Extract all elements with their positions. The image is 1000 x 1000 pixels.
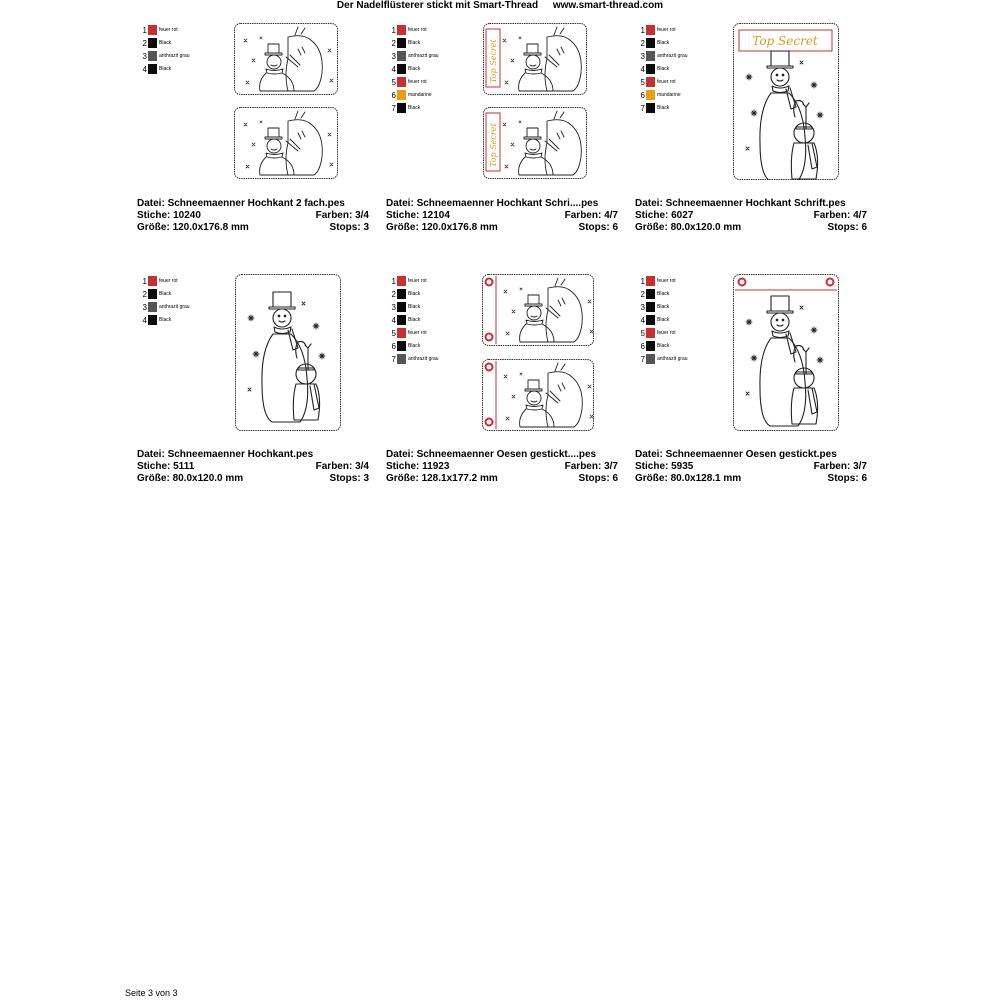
info-right [316,461,369,473]
thread-color-name: Black [159,317,172,323]
info-row [635,210,867,222]
color-swatch [397,315,406,325]
legend-row [640,51,720,64]
design-info [635,449,867,485]
thread-color-name: Black [657,105,670,111]
info-row [137,449,369,461]
thread-number: 1 [142,277,147,286]
legend-row [391,302,471,315]
info-row [635,461,867,473]
stops-label: Stops: [329,473,361,484]
info-row [386,449,618,461]
color-swatch [646,276,655,286]
thread-number: 5 [391,78,396,87]
thread-color-name: anthrazit grau [159,304,190,310]
stops-label: Stops: [329,222,361,233]
color-swatch [148,51,157,61]
thread-number: 4 [640,316,645,325]
legend-row [640,103,720,116]
info-left [137,461,194,472]
thread-color-name: Black [657,40,670,46]
size-label: Größe: [137,222,170,233]
info-left [635,198,846,209]
info-left [386,222,498,233]
thread-color-name: feuer rot [408,27,427,33]
stop-count: 6 [612,222,618,233]
color-swatch [397,276,406,286]
thread-color-name: anthrazit grau [657,356,688,362]
thread-number: 3 [640,52,645,61]
info-row [137,210,369,222]
color-swatch [397,38,406,48]
thread-color-name: Black [408,304,421,310]
color-swatch [646,354,655,364]
thread-color-name: Black [408,291,421,297]
color-count: 3/4 [355,210,369,221]
file-label: Datei: [635,449,663,460]
thread-number: 2 [391,290,396,299]
info-left [386,210,450,221]
thread-number: 3 [391,303,396,312]
thread-color-name: feuer rot [657,330,676,336]
file-label: Datei: [635,198,663,209]
colors-label: Farben: [315,461,353,472]
thread-color-name: Black [159,66,172,72]
thread-number: 6 [640,91,645,100]
design-card [137,10,369,232]
thread-color-name: feuer rot [408,330,427,336]
info-right [814,210,867,222]
thread-color-name: feuer rot [408,278,427,284]
color-swatch [646,315,655,325]
file-label: Datei: [137,449,165,460]
color-swatch [646,38,655,48]
stops-label: Stops: [827,473,859,484]
design-size: 120.0x176.8 mm [172,222,249,233]
thread-color-name: mandarine [408,92,432,98]
design-card [386,261,618,483]
info-left [137,210,201,221]
thread-color-name: Black [408,343,421,349]
thread-number: 1 [142,26,147,35]
color-swatch [397,25,406,35]
thread-number: 5 [640,329,645,338]
header-title: Der Nadelflüsterer stickt mit Smart-Thread [336,0,539,11]
legend-row [640,77,720,90]
info-row [635,198,867,210]
color-swatch [646,341,655,351]
file-name: Schneemaenner Oesen gestickt.pes [665,449,837,460]
stops-label: Stops: [827,222,859,233]
info-right [814,461,867,473]
stitch-count: 5935 [671,461,694,472]
file-name: Schneemaenner Hochkant Schri....pes [416,198,599,209]
info-row [635,222,867,234]
legend-row [142,51,222,64]
thread-number: 2 [640,39,645,48]
legend-row [640,38,720,51]
design-preview[interactable] [482,274,594,431]
thread-color-name: Black [408,40,421,46]
thread-number: 7 [391,104,396,113]
thread-legend [142,25,222,77]
legend-row [142,289,222,302]
info-left [635,473,741,484]
info-row [386,198,618,210]
thread-number: 4 [391,316,396,325]
color-count: 4/7 [853,210,867,221]
design-info [635,198,867,234]
color-swatch [646,51,655,61]
colors-label: Farben: [813,461,851,472]
stitch-count: 12104 [422,210,450,221]
legend-row [391,77,471,90]
stops-label: Stops: [578,222,610,233]
thread-number: 7 [640,355,645,364]
colors-label: Farben: [813,210,851,221]
file-name: Schneemaenner Oesen gestickt....pes [416,449,597,460]
legend-row [640,289,720,302]
stop-count: 6 [612,473,618,484]
legend-row [391,38,471,51]
color-swatch [397,328,406,338]
info-left [635,461,693,472]
stitches-label: Stiche: [386,210,420,221]
thread-number: 1 [391,26,396,35]
colors-label: Farben: [564,210,602,221]
color-swatch [148,302,157,312]
color-count: 3/7 [604,461,618,472]
thread-number: 2 [142,39,147,48]
stitches-label: Stiche: [137,461,171,472]
legend-row [640,328,720,341]
thread-number: 4 [640,65,645,74]
info-right [579,222,618,234]
page-number: Seite 3 von 3 [125,988,178,998]
color-swatch [148,315,157,325]
thread-color-name: Black [657,66,670,72]
thread-color-name: Black [657,343,670,349]
color-swatch [148,289,157,299]
info-left [386,449,596,460]
design-card [137,261,369,483]
design-preview[interactable] [733,274,839,431]
size-label: Größe: [635,222,668,233]
stitches-label: Stiche: [137,210,171,221]
legend-row [142,25,222,38]
info-row [386,210,618,222]
thread-color-name: Black [657,291,670,297]
info-row [386,461,618,473]
size-label: Größe: [635,473,668,484]
size-label: Größe: [386,473,419,484]
legend-row [391,25,471,38]
design-preview[interactable] [235,274,341,431]
thread-number: 6 [640,342,645,351]
info-row [635,449,867,461]
info-left [137,222,249,233]
colors-label: Farben: [315,210,353,221]
legend-row [640,64,720,77]
color-count: 3/4 [355,461,369,472]
file-name: Schneemaenner Hochkant Schrift.pes [665,198,846,209]
design-info [386,449,618,485]
legend-row [391,354,471,367]
stitches-label: Stiche: [635,210,669,221]
thread-color-name: Black [657,304,670,310]
design-preview[interactable] [234,23,338,179]
stop-count: 6 [861,222,867,233]
info-right [565,461,618,473]
thread-number: 4 [142,65,147,74]
thread-number: 2 [391,39,396,48]
legend-row [142,276,222,289]
thread-number: 5 [391,329,396,338]
legend-row [142,315,222,328]
top-secret-label: Top Secret [489,123,498,167]
design-card [386,10,618,232]
info-left [635,210,693,221]
info-left [137,198,345,209]
legend-row [142,302,222,315]
thread-number: 3 [391,52,396,61]
top-secret-label: Top Secret [489,39,498,83]
thread-number: 6 [391,91,396,100]
design-size: 80.0x120.0 mm [172,473,244,484]
info-row [386,222,618,234]
design-preview[interactable] [483,23,587,179]
info-left [137,473,243,484]
stitch-count: 11923 [422,461,450,472]
thread-color-name: Black [657,317,670,323]
color-swatch [646,328,655,338]
thread-number: 5 [640,78,645,87]
legend-row [391,64,471,77]
thread-legend [391,25,471,116]
design-preview[interactable] [733,23,839,180]
legend-row [391,341,471,354]
design-info [386,198,618,234]
info-right [579,473,618,485]
legend-row [391,90,471,103]
thread-number: 2 [142,290,147,299]
color-swatch [148,64,157,74]
thread-number: 4 [142,316,147,325]
color-swatch [397,77,406,87]
legend-row [640,341,720,354]
file-label: Datei: [137,198,165,209]
color-swatch [646,25,655,35]
header-url: www.smart-thread.com [552,0,664,11]
thread-color-name: feuer rot [657,79,676,85]
color-swatch [397,90,406,100]
thread-legend [640,276,720,367]
info-right [316,210,369,222]
thread-color-name: Black [159,40,172,46]
thread-legend [142,276,222,328]
legend-row [391,103,471,116]
thread-number: 6 [391,342,396,351]
design-info [137,198,369,234]
color-swatch [646,103,655,113]
thread-color-name: feuer rot [657,278,676,284]
design-info [137,449,369,485]
thread-legend [391,276,471,367]
color-swatch [646,64,655,74]
thread-color-name: feuer rot [657,27,676,33]
info-row [635,473,867,485]
thread-number: 7 [640,104,645,113]
thread-color-name: Black [408,317,421,323]
size-label: Größe: [386,222,419,233]
color-count: 3/7 [853,461,867,472]
info-row [386,473,618,485]
legend-row [391,315,471,328]
stitches-label: Stiche: [635,461,669,472]
legend-row [640,315,720,328]
thread-number: 1 [640,26,645,35]
info-left [386,198,598,209]
thread-color-name: feuer rot [159,278,178,284]
stitch-count: 6027 [671,210,694,221]
legend-row [640,302,720,315]
stop-count: 6 [861,473,867,484]
info-left [635,449,837,460]
thread-color-name: feuer rot [408,79,427,85]
design-size: 128.1x177.2 mm [421,473,498,484]
info-row [137,198,369,210]
thread-number: 3 [640,303,645,312]
thread-number: 7 [391,355,396,364]
thread-number: 1 [391,277,396,286]
info-right [828,222,867,234]
legend-row [391,289,471,302]
info-row [137,473,369,485]
stitch-count: 5111 [173,461,195,472]
size-label: Größe: [137,473,170,484]
color-count: 4/7 [604,210,618,221]
thread-color-name: anthrazit grau [408,53,439,59]
thread-number: 1 [640,277,645,286]
stitches-label: Stiche: [386,461,420,472]
info-right [828,473,867,485]
design-size: 120.0x176.8 mm [421,222,498,233]
color-swatch [397,354,406,364]
info-right [330,222,369,234]
file-name: Schneemaenner Hochkant 2 fach.pes [167,198,345,209]
legend-row [640,90,720,103]
design-size: 80.0x128.1 mm [670,473,742,484]
color-swatch [397,103,406,113]
info-right [330,473,369,485]
color-swatch [646,302,655,312]
file-name: Schneemaenner Hochkant.pes [167,449,314,460]
color-swatch [148,25,157,35]
thread-color-name: Black [408,105,421,111]
stop-count: 3 [363,473,369,484]
stitch-count: 10240 [173,210,201,221]
thread-legend [640,25,720,116]
info-left [386,461,449,472]
stops-label: Stops: [578,473,610,484]
info-left [635,222,741,233]
thread-number: 3 [142,52,147,61]
legend-row [142,38,222,51]
thread-number: 3 [142,303,147,312]
thread-color-name: anthrazit grau [657,53,688,59]
color-swatch [148,276,157,286]
info-left [137,449,313,460]
color-swatch [397,341,406,351]
info-left [386,473,498,484]
legend-row [391,328,471,341]
color-swatch [397,302,406,312]
info-row [137,222,369,234]
color-swatch [397,64,406,74]
legend-row [640,354,720,367]
legend-row [640,276,720,289]
thread-color-name: feuer rot [159,27,178,33]
file-label: Datei: [386,198,414,209]
info-right [565,210,618,222]
color-swatch [646,77,655,87]
thread-number: 2 [640,290,645,299]
thread-color-name: Black [159,291,172,297]
design-card [635,10,867,232]
thread-color-name: mandarine [657,92,681,98]
stop-count: 3 [363,222,369,233]
legend-row [391,276,471,289]
color-swatch [148,38,157,48]
legend-row [142,64,222,77]
color-swatch [397,289,406,299]
design-size: 80.0x120.0 mm [670,222,742,233]
color-swatch [646,90,655,100]
thread-color-name: anthrazit grau [159,53,190,59]
top-secret-label: Top Secret [752,34,818,48]
thread-color-name: Black [408,66,421,72]
thread-color-name: anthrazit grau [408,356,439,362]
color-swatch [646,289,655,299]
file-label: Datei: [386,449,414,460]
info-row [137,461,369,473]
design-card [635,261,867,483]
colors-label: Farben: [564,461,602,472]
legend-row [640,25,720,38]
legend-row [391,51,471,64]
color-swatch [397,51,406,61]
thread-number: 4 [391,65,396,74]
